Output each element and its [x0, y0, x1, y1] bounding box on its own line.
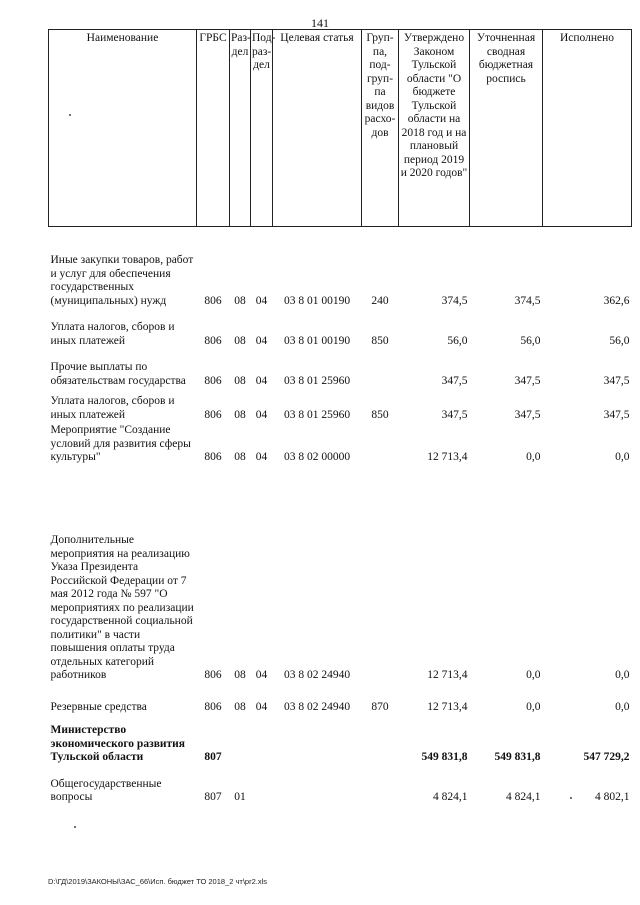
spacer-row: [49, 227, 632, 244]
cell-target: 03 8 02 24940: [283, 701, 351, 713]
cell-podrazdel: 04: [255, 334, 268, 347]
cell-approved: 12 713,4: [427, 701, 468, 713]
cell-refined: 0,0: [526, 451, 541, 463]
table-row: [49, 684, 632, 716]
cell-executed: 0,0: [615, 451, 630, 463]
cell-executed: 547 729,2: [583, 751, 630, 763]
cell-refined: 347,5: [514, 408, 541, 421]
cell-podrazdel: [251, 766, 273, 806]
cell-target: 03 8 01 00190: [283, 334, 351, 347]
cell-refined: 4 824,1: [506, 791, 541, 803]
header-executed: Исполнено: [543, 30, 632, 227]
cell-group: [362, 716, 399, 766]
cell-target: 03 8 02 24940: [283, 669, 351, 681]
cell-razdel: 01: [234, 791, 246, 803]
cell-target: 03 8 01 25960: [283, 408, 351, 421]
cell-name: Мероприятие "Создание условий для развития сферы культуры": [50, 424, 191, 463]
cell-grbs: 806: [204, 701, 222, 713]
cell-name: Уплата налогов, сборов и иных платежей: [50, 321, 175, 347]
cell-grbs: 806: [204, 669, 222, 681]
cell-executed: 362,6: [603, 294, 630, 307]
cell-group: 850: [371, 408, 389, 421]
cell-name: Министерство экономического развития Тульской области: [50, 724, 186, 763]
cell-group: [362, 766, 399, 806]
cell-podrazdel: 04: [255, 669, 268, 681]
cell-razdel: 08: [234, 451, 246, 463]
cell-group: 850: [371, 334, 389, 347]
cell-executed: 0,0: [615, 669, 630, 681]
cell-razdel: 08: [234, 374, 246, 387]
table-row: [49, 389, 632, 423]
header-approved: Утверждено Законом Тульской области "О бюджете Тульской области на 2018 год и на плановый период 2019 и 2020 годов": [399, 30, 470, 227]
table-row: [49, 309, 632, 349]
header-refined: Уточненная сводная бюджетная роспись: [470, 30, 543, 227]
cell-razdel: 08: [234, 294, 246, 307]
cell-grbs: 806: [204, 408, 222, 421]
cell-grbs: 806: [204, 294, 222, 307]
cell-approved: 549 831,8: [421, 751, 468, 763]
table-row: [49, 243, 632, 309]
table-row: [49, 766, 632, 806]
cell-approved: 56,0: [447, 334, 468, 347]
cell-refined: 374,5: [514, 294, 541, 307]
cell-grbs: 806: [204, 374, 222, 387]
cell-refined: 56,0: [520, 334, 541, 347]
table-row: [49, 423, 632, 466]
scan-speck: [69, 114, 71, 116]
cell-grbs: 807: [204, 791, 222, 803]
cell-name: Дополнительные мероприятия на реализацию Указа Президента Российской Федерации от 7 мая 2012 года № 597 "О мероприятиях по реализации государственной социальной политики" в части повышения оплаты труда отдельных категорий работников: [50, 534, 194, 681]
cell-target: 03 8 02 00000: [283, 451, 351, 463]
cell-razdel: 08: [234, 408, 246, 421]
cell-approved: 347,5: [441, 408, 468, 421]
cell-podrazdel: 04: [255, 408, 268, 421]
table-row: [49, 466, 632, 684]
cell-razdel: 08: [234, 701, 246, 713]
cell-target: 03 8 01 25960: [283, 374, 351, 387]
header-group: Груп-па, под-груп-па видов расхо-дов: [362, 30, 399, 227]
header-target: Целевая статья: [273, 30, 362, 227]
header-row: [49, 30, 632, 227]
cell-name: Резервные средства: [50, 701, 147, 713]
page-number: 141: [311, 16, 329, 30]
header-grbs: ГРБС: [197, 30, 230, 227]
budget-table: [48, 29, 632, 806]
header-name: Наименование: [49, 30, 197, 227]
cell-podrazdel: [251, 716, 273, 766]
cell-executed: 347,5: [603, 408, 630, 421]
cell-group: 870: [371, 701, 389, 713]
cell-podrazdel: 04: [255, 374, 268, 387]
cell-target: [273, 716, 362, 766]
cell-approved: 12 713,4: [427, 669, 468, 681]
cell-approved: 347,5: [441, 374, 468, 387]
cell-grbs: 807: [204, 751, 222, 763]
cell-podrazdel: 04: [255, 701, 268, 713]
scan-speck: [570, 797, 572, 799]
cell-grbs: 806: [204, 334, 222, 347]
cell-grbs: 806: [204, 451, 222, 463]
cell-group: [362, 423, 399, 466]
cell-group: [362, 349, 399, 389]
cell-group: 240: [371, 294, 389, 307]
cell-refined: 0,0: [526, 701, 541, 713]
cell-approved: 4 824,1: [433, 791, 468, 803]
cell-refined: 549 831,8: [494, 751, 541, 763]
cell-name: Прочие выплаты по обязательствам государства: [50, 361, 186, 387]
cell-name: Уплата налогов, сборов и иных платежей: [50, 395, 175, 421]
cell-executed: 4 802,1: [595, 791, 630, 803]
cell-podrazdel: 04: [255, 294, 268, 307]
cell-refined: 347,5: [514, 374, 541, 387]
table-body: [49, 227, 632, 806]
cell-razdel: 08: [234, 669, 246, 681]
header-razdel: Раз-дел: [230, 30, 251, 227]
cell-podrazdel: 04: [255, 451, 268, 463]
cell-approved: 12 713,4: [427, 451, 468, 463]
cell-target: 03 8 01 00190: [283, 294, 351, 307]
cell-group: [362, 466, 399, 684]
cell-executed: 56,0: [609, 334, 630, 347]
scan-speck: [74, 826, 76, 828]
cell-razdel: 08: [234, 334, 246, 347]
cell-name: Иные закупки товаров, работ и услуг для обеспечения государственных (муниципальных) нужд: [50, 254, 194, 307]
cell-target: [273, 766, 362, 806]
table-row: [49, 716, 632, 766]
cell-razdel: [230, 716, 251, 766]
cell-refined: 0,0: [526, 669, 541, 681]
file-path-footer: D:\ГД\2019\ЗАКОНЫ\ЗАС_66\Исп. бюджет ТО 2018_2 чт\pr2.xls: [48, 877, 267, 886]
cell-executed: 347,5: [603, 374, 630, 387]
cell-approved: 374,5: [441, 294, 468, 307]
cell-executed: 0,0: [615, 701, 630, 713]
cell-name: Общегосударственные вопросы: [50, 777, 162, 803]
header-podrazdel: Под-раз-дел: [251, 30, 273, 227]
table-row: [49, 349, 632, 389]
